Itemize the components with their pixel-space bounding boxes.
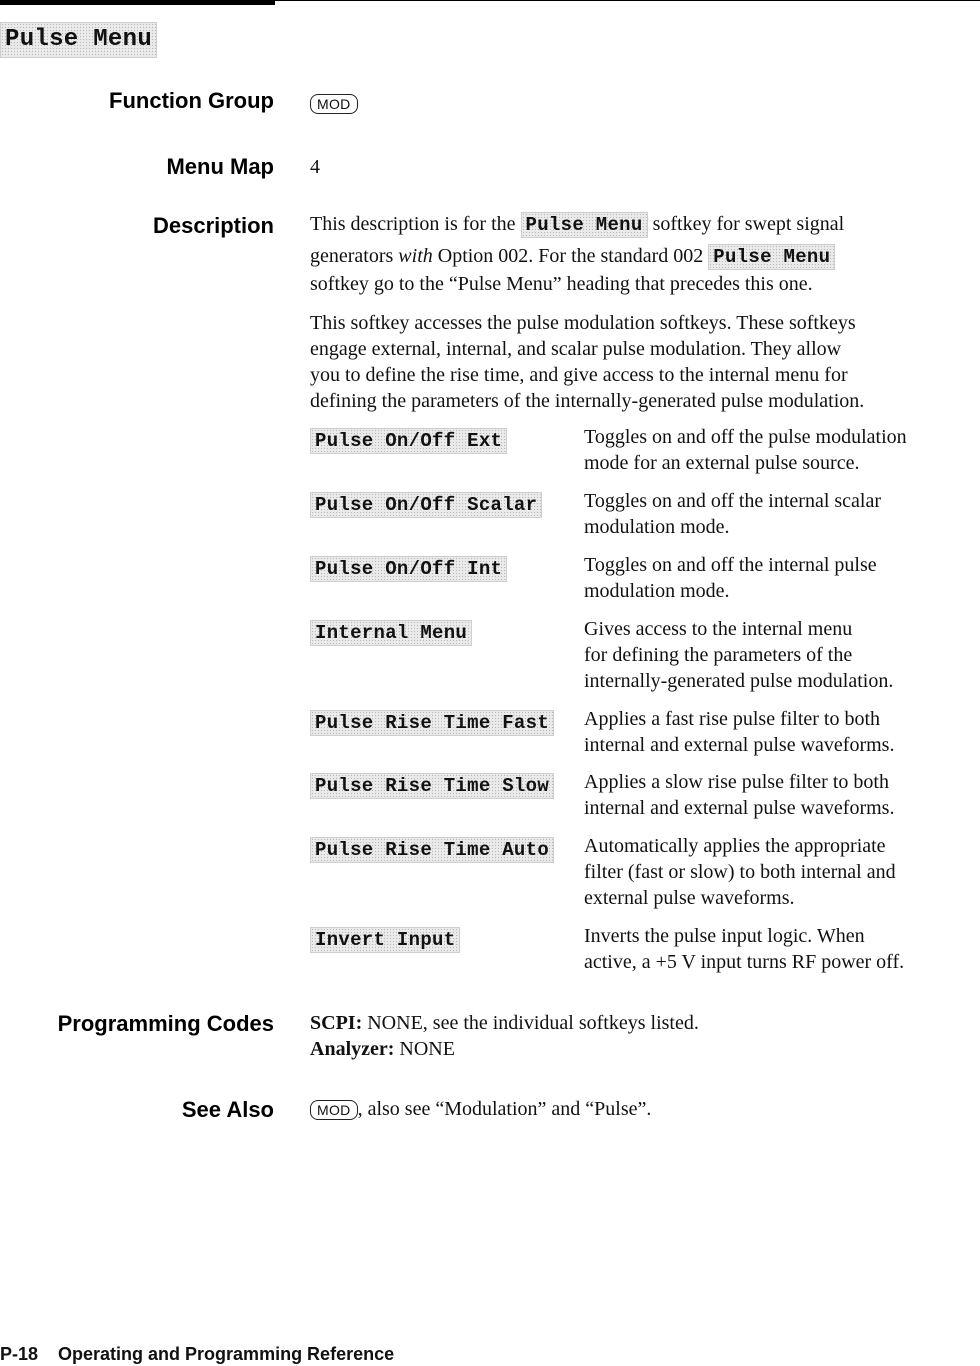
description-line: defining the parameters of the internally-generated pulse modulation. <box>310 390 865 412</box>
mod-key[interactable]: MOD <box>310 1100 358 1120</box>
pulse-on-off-ext-softkey[interactable]: Pulse On/Off Ext <box>310 428 507 454</box>
softkey-description: Toggles on and off the pulse modulation mode for an external pulse source. <box>584 426 907 474</box>
softkey-description: Applies a slow rise pulse filter to both internal and external pulse waveforms. <box>584 771 895 819</box>
analyzer-label: Analyzer: <box>310 1038 395 1060</box>
header-rule-thin <box>275 0 980 1</box>
softkey-description: Gives access to the internal menu for defining the parameters of the internally-generated pulse modulation. <box>584 618 894 692</box>
page-title: Pulse Menu <box>0 22 157 58</box>
pulse-on-off-int-softkey[interactable]: Pulse On/Off Int <box>310 556 507 582</box>
menu-map-value: 4 <box>310 156 320 178</box>
softkey-description: Toggles on and off the internal pulse modulation mode. <box>584 554 877 602</box>
description-line: engage external, internal, and scalar pulse modulation. They allow <box>310 338 842 360</box>
internal-menu-softkey[interactable]: Internal Menu <box>310 620 472 646</box>
pulse-menu-softkey-standard[interactable]: Pulse Menu <box>708 244 835 270</box>
analyzer-value: NONE <box>394 1038 455 1060</box>
page-number: P-18 <box>0 1344 39 1364</box>
description-emphasis: with <box>398 245 433 267</box>
softkey-description: Automatically applies the appropriate filter (fast or slow) to both internal and external pulse waveforms. <box>584 835 896 909</box>
page-footer <box>0 1344 394 1365</box>
invert-input-softkey[interactable]: Invert Input <box>310 927 460 953</box>
softkey-description: Inverts the pulse input logic. When active, a +5 V input turns RF power off. <box>584 925 905 973</box>
see-also-label: See Also <box>181 1097 274 1122</box>
description-paragraph-2 <box>310 310 980 414</box>
menu-map-label: Menu Map <box>166 154 274 179</box>
pulse-menu-softkey[interactable]: Pulse Menu <box>521 212 648 238</box>
function-group-label: Function Group <box>109 88 274 113</box>
pulse-on-off-scalar-softkey[interactable]: Pulse On/Off Scalar <box>310 492 542 518</box>
pulse-rise-time-slow-softkey[interactable]: Pulse Rise Time Slow <box>310 773 554 799</box>
description-text: This description is for the <box>310 213 521 235</box>
header-rule-thick <box>0 0 275 5</box>
softkey-description: Applies a fast rise pulse filter to both internal and external pulse waveforms. <box>584 708 895 756</box>
programming-codes-value <box>310 1010 980 1062</box>
footer-title: Operating and Programming Reference <box>58 1344 395 1364</box>
see-also-value <box>310 1096 980 1122</box>
description-text: generators <box>310 245 399 267</box>
description-paragraph-1 <box>310 211 980 297</box>
pulse-rise-time-auto-softkey[interactable]: Pulse Rise Time Auto <box>310 837 554 863</box>
description-line: you to define the rise time, and give access to the internal menu for <box>310 364 848 386</box>
programming-codes-label: Programming Codes <box>57 1011 274 1036</box>
see-also-text: , also see “Modulation” and “Pulse”. <box>357 1098 652 1120</box>
description-text: softkey for swept signal <box>647 213 845 235</box>
description-text: Option 002. For the standard 002 <box>432 245 709 267</box>
mod-key[interactable]: MOD <box>310 94 358 114</box>
softkey-description: Toggles on and off the internal scalar modulation mode. <box>584 490 882 538</box>
description-label: Description <box>152 213 274 238</box>
description-text: softkey go to the “Pulse Menu” heading that precedes this one. <box>310 273 813 295</box>
function-group-value <box>310 90 980 116</box>
scpi-label: SCPI: <box>310 1012 363 1034</box>
scpi-value: NONE, see the individual softkeys listed. <box>362 1012 699 1034</box>
pulse-rise-time-fast-softkey[interactable]: Pulse Rise Time Fast <box>310 710 554 736</box>
description-line: This softkey accesses the pulse modulation softkeys. These softkeys <box>310 312 856 334</box>
